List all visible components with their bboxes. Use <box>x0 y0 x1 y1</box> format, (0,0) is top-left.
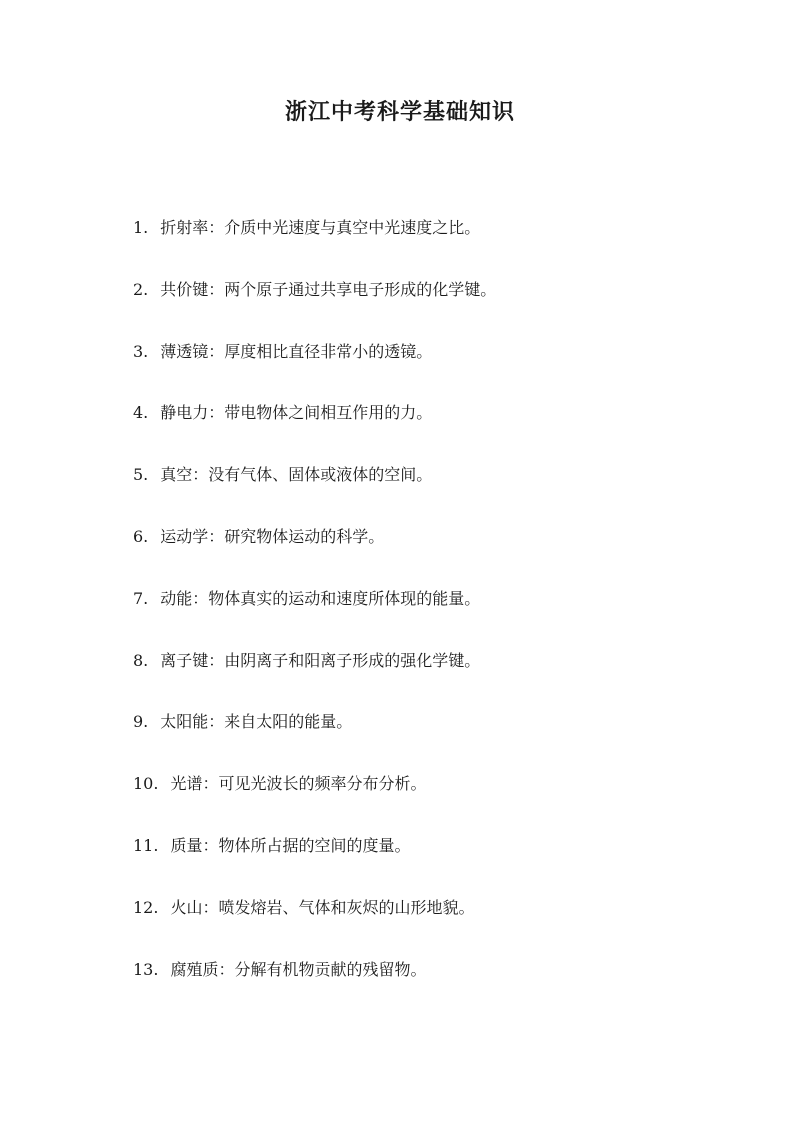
definition-list <box>133 213 753 1016</box>
item-number: 6. <box>133 526 149 546</box>
item-text: 薄透镜：厚度相比直径非常小的透镜。 <box>160 341 433 361</box>
item-text: 共价键：两个原子通过共享电子形成的化学键。 <box>160 279 497 299</box>
item-number: 2. <box>133 279 149 299</box>
page-title: 浙江中考科学基础知识 <box>284 99 515 125</box>
item-number: 7. <box>133 588 149 608</box>
list-item <box>133 398 753 460</box>
item-number: 4. <box>133 403 149 423</box>
list-item <box>133 646 753 708</box>
item-text: 离子键：由阴离子和阳离子形成的强化学键。 <box>160 650 481 670</box>
item-text: 运动学：研究物体运动的科学。 <box>160 526 385 546</box>
list-item <box>133 769 753 831</box>
list-item <box>133 337 753 399</box>
item-number: 5. <box>133 465 149 485</box>
item-text: 腐殖质：分解有机物贡献的残留物。 <box>170 959 427 979</box>
list-item <box>133 584 753 646</box>
list-item <box>133 893 753 955</box>
item-text: 质量：物体所占据的空间的度量。 <box>170 835 411 855</box>
list-item <box>133 213 753 275</box>
item-number: 8. <box>133 650 149 670</box>
item-text: 真空：没有气体、固体或液体的空间。 <box>160 465 433 485</box>
item-text: 光谱：可见光波长的频率分布分析。 <box>170 774 427 794</box>
item-number: 11. <box>133 835 159 855</box>
item-number: 13. <box>133 959 159 979</box>
list-item <box>133 275 753 337</box>
item-number: 1. <box>133 218 149 237</box>
list-item <box>133 460 753 522</box>
list-item <box>133 522 753 584</box>
item-text: 折射率：介质中光速度与真空中光速度之比。 <box>160 218 481 237</box>
item-text: 太阳能：来自太阳的能量。 <box>160 712 353 732</box>
list-item <box>133 831 753 893</box>
item-number: 9. <box>133 712 149 732</box>
item-text: 静电力：带电物体之间相互作用的力。 <box>160 403 433 423</box>
item-number: 3. <box>133 341 149 361</box>
item-text: 动能：物体真实的运动和速度所体现的能量。 <box>160 588 481 608</box>
item-number: 10. <box>133 774 159 794</box>
item-number: 12. <box>133 897 159 917</box>
list-item <box>133 955 753 1017</box>
list-item <box>133 707 753 769</box>
item-text: 火山：喷发熔岩、气体和灰烬的山形地貌。 <box>170 897 475 917</box>
